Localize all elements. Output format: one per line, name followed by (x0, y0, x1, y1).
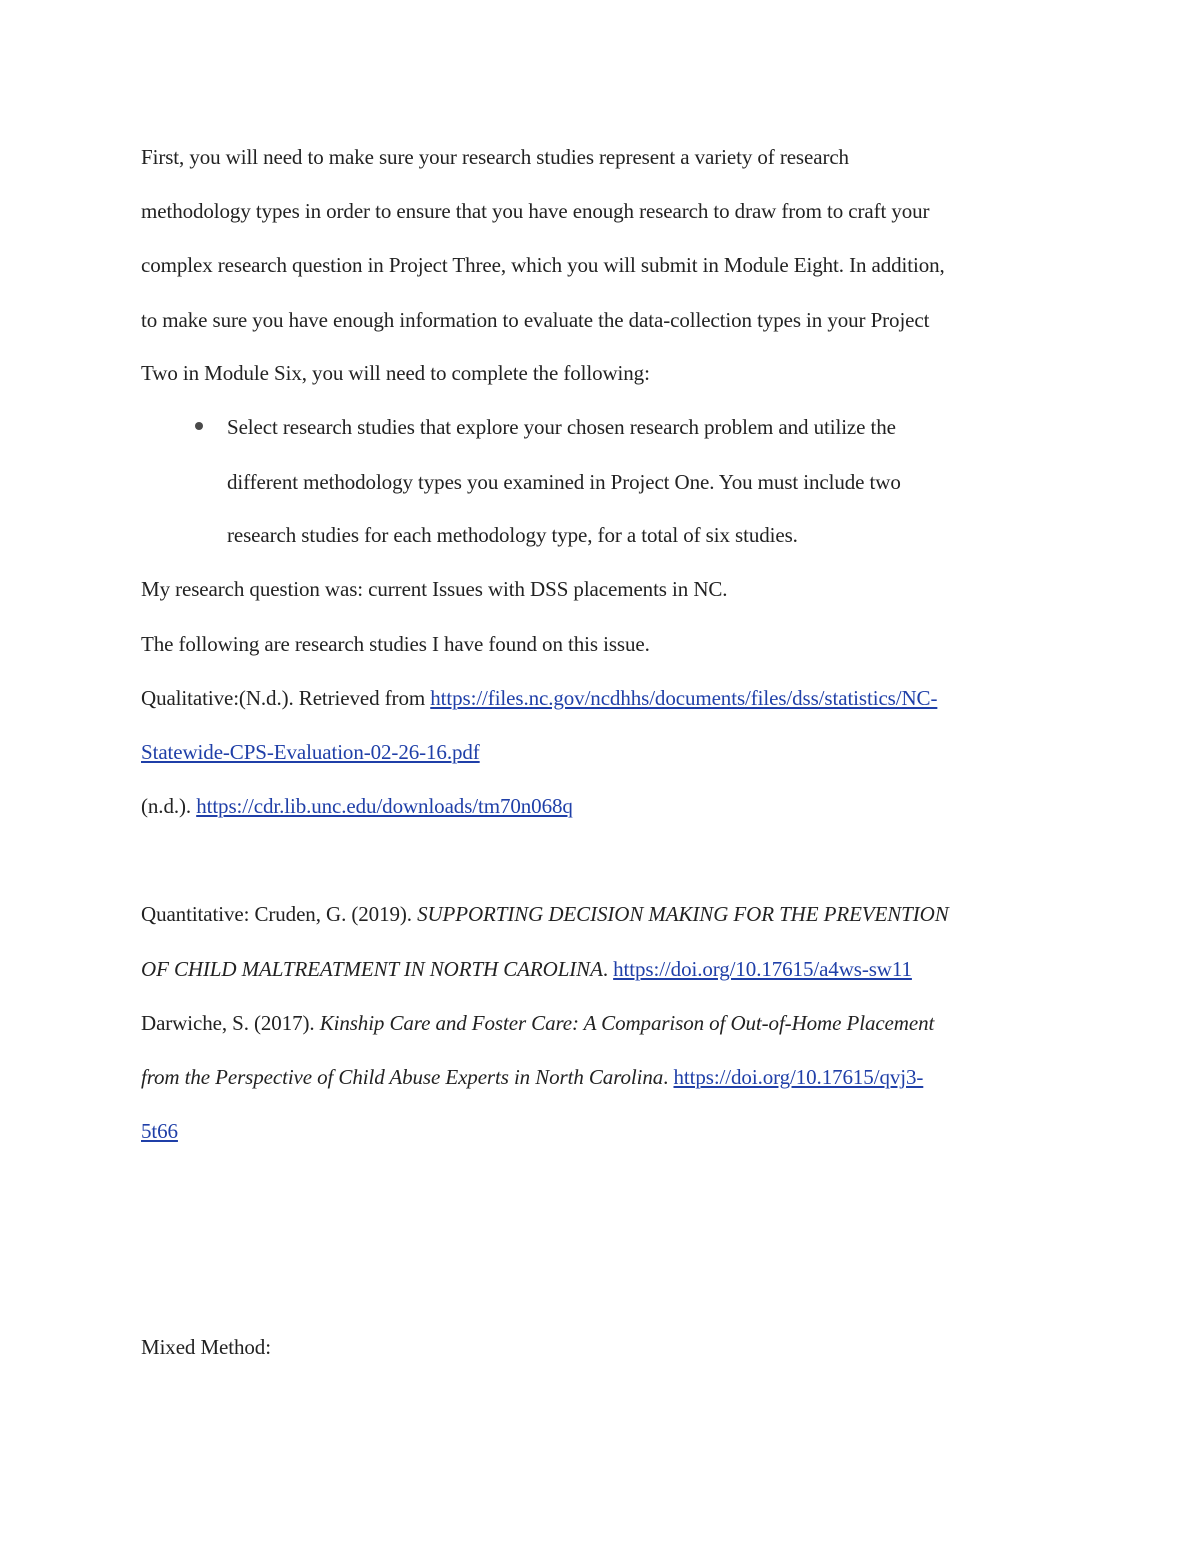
citation-period: . (602, 957, 614, 981)
research-question: My research question was: current Issues with DSS placements in NC. (141, 577, 728, 601)
qualitative-second-prefix: (n.d.). (141, 794, 197, 818)
quantitative-citation-line (141, 1117, 178, 1145)
mixed-method-heading: Mixed Method: (141, 1335, 271, 1359)
citation-title: OF CHILD MALTREATMENT IN NORTH CAROLINA (141, 957, 603, 981)
quantitative-second-prefix: Darwiche, S. (2017). (141, 1011, 320, 1035)
qualitative-citation-line (141, 684, 937, 712)
intro-paragraph-line: Two in Module Six, you will need to complete the following: (141, 361, 650, 385)
quantitative-citation-line (141, 900, 949, 928)
citation-title: SUPPORTING DECISION MAKING FOR THE PREVENTION (417, 902, 949, 926)
intro-paragraph-line: to make sure you have enough information to evaluate the data-collection types in your Project (141, 308, 930, 332)
bullet-item-line: Select research studies that explore your chosen research problem and utilize the (227, 415, 896, 439)
qualitative-link-1-continued[interactable]: Statewide-CPS-Evaluation-02-26-16.pdf (141, 740, 480, 764)
quantitative-citation-line (141, 1009, 934, 1037)
qualitative-label: Qualitative:(N.d.). Retrieved from (141, 686, 431, 710)
citation-period: . (663, 1065, 674, 1089)
quantitative-link-1[interactable]: https://doi.org/10.17615/a4ws-sw11 (613, 957, 912, 981)
bullet-item-line: different methodology types you examined in Project One. You must include two (227, 470, 901, 494)
bullet-dot-icon (195, 422, 203, 430)
citation-title: Kinship Care and Foster Care: A Comparison of Out-of-Home Placement (319, 1011, 935, 1035)
quantitative-citation-line (141, 1063, 923, 1091)
intro-paragraph-line: complex research question in Project Three, which you will submit in Module Eight. In addition, (141, 253, 945, 277)
intro-paragraph-line: First, you will need to make sure your research studies represent a variety of research (141, 145, 849, 169)
studies-intro: The following are research studies I have found on this issue. (141, 632, 650, 656)
qualitative-link-1[interactable]: https://files.nc.gov/ncdhhs/documents/files/dss/statistics/NC- (430, 686, 938, 710)
citation-title: from the Perspective of Child Abuse Experts in North Carolina (141, 1065, 664, 1089)
qualitative-link-2[interactable]: https://cdr.lib.unc.edu/downloads/tm70n068q (196, 794, 573, 818)
qualitative-citation-line (141, 738, 480, 766)
intro-paragraph-line: methodology types in order to ensure that you have enough research to draw from to craft your (141, 199, 930, 223)
qualitative-citation-line (141, 792, 573, 820)
quantitative-label: Quantitative: Cruden, G. (2019). (141, 902, 418, 926)
bullet-item-line: research studies for each methodology type, for a total of six studies. (227, 523, 798, 547)
quantitative-citation-line (141, 955, 912, 983)
quantitative-link-2-continued[interactable]: 5t66 (141, 1119, 178, 1143)
quantitative-link-2[interactable]: https://doi.org/10.17615/qvj3- (673, 1065, 924, 1089)
